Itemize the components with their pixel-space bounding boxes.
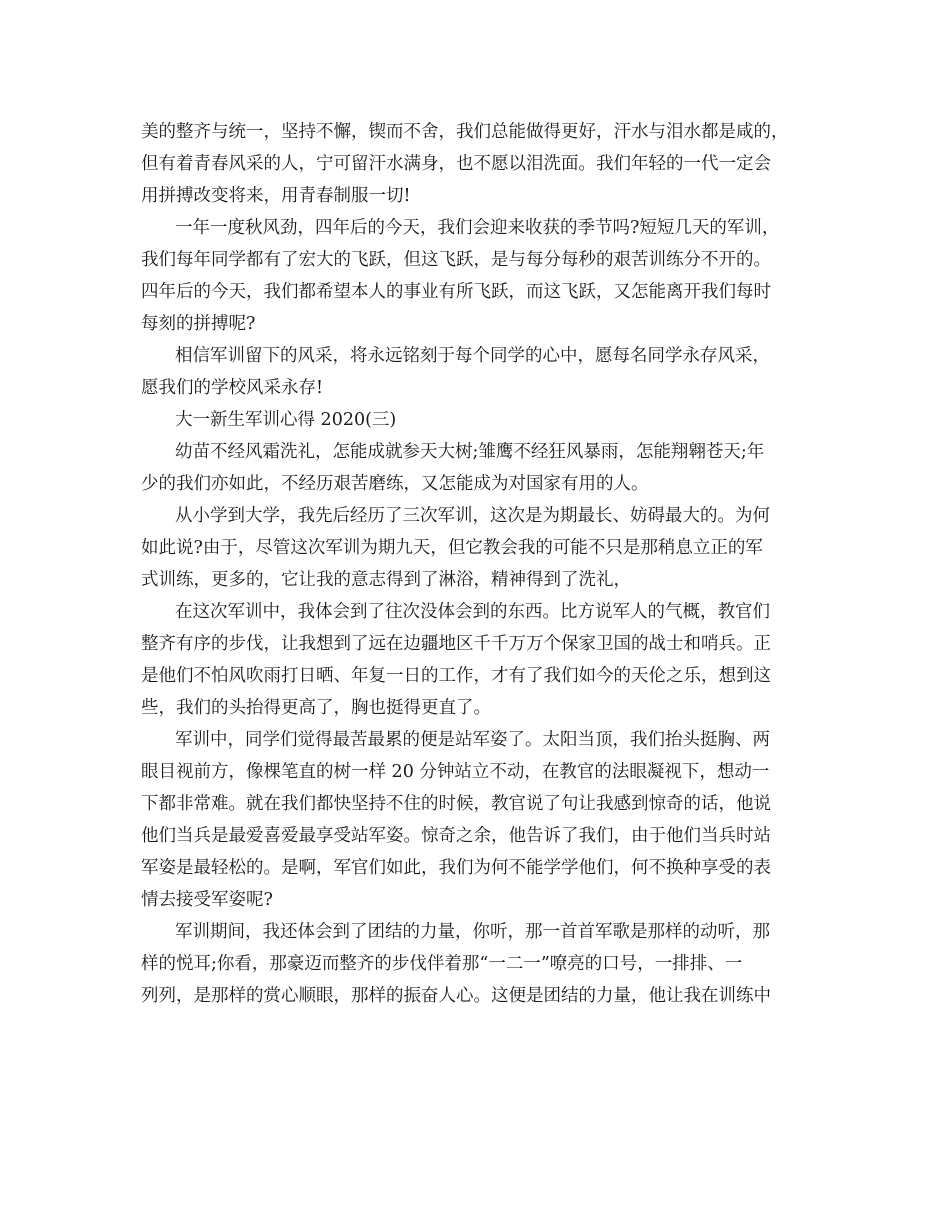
text-line: 军姿是最轻松的。是啊，军官们如此，我们为何不能学学他们，何不换种享受的表 (141, 858, 771, 878)
text-line: 在这次军训中，我体会到了往次没体会到的东西。比方说军人的气概，教官们 (175, 602, 770, 622)
document-body (141, 116, 821, 1012)
text-line: 少的我们亦如此，不经历艰苦磨练，又怎能成为对国家有用的人。 (141, 474, 649, 494)
text-line: 列列，是那样的赏心顺眼，那样的振奋人心。这便是团结的力量，他让我在训练中 (141, 986, 771, 1006)
text-line: 下都非常难。就在我们都快坚持不住的时候，教官说了句让我感到惊奇的话，他说 (141, 794, 771, 814)
text-line: 他们当兵是最爱喜爱最享受站军姿。惊奇之余，他告诉了我们，由于他们当兵时站 (141, 826, 771, 846)
text-line: 情去接受军姿呢? (141, 890, 273, 910)
text-line: 大一新生军训心得 2020(三) (175, 410, 397, 430)
text-line: 整齐有序的步伐，让我想到了远在边疆地区千千万万个保家卫国的战士和哨兵。正 (141, 634, 771, 654)
text-line: 愿我们的学校风采永存! (141, 378, 324, 398)
text-line: 但有着青春风采的人，宁可留汗水满身，也不愿以泪洗面。我们年轻的一代一定会 (141, 154, 771, 174)
text-line: 如此说?由于，尽管这次军训为期九天，但它教会我的可能不只是那稍息立正的军 (141, 538, 763, 558)
text-line: 从小学到大学，我先后经历了三次军训，这次是为期最长、妨碍最大的。为何 (175, 506, 770, 526)
text-line: 眼目视前方，像棵笔直的树一样 20 分钟站立不动，在教官的法眼凝视下，想动一 (141, 762, 770, 782)
text-line: 四年后的今天，我们都希望本人的事业有所飞跃，而这飞跃，又怎能离开我们每时 (141, 282, 771, 302)
text-line: 美的整齐与统一，坚持不懈，锲而不舍，我们总能做得更好，汗水与泪水都是咸的， (141, 122, 789, 142)
text-line: 些，我们的头抬得更高了，胸也挺得更直了。 (141, 698, 491, 718)
text-line: 幼苗不经风霜洗礼，怎能成就参天大树;雏鹰不经狂风暴雨，怎能翔翱苍天;年 (175, 442, 765, 462)
text-line: 样的悦耳;你看，那豪迈而整齐的步伐伴着那“一二一”嘹亮的口号，一排排、一 (141, 954, 743, 974)
text-line: 一年一度秋风劲，四年后的今天，我们会迎来收获的季节吗?短短几天的军训， (175, 218, 780, 238)
text-line: 军训中，同学们觉得最苦最累的便是站军姿了。太阳当顶，我们抬头挺胸、两 (175, 730, 770, 750)
text-line: 式训练，更多的，它让我的意志得到了淋浴，精神得到了洗礼， (141, 570, 631, 590)
text-line: 相信军训留下的风采，将永远铭刻于每个同学的心中，愿每名同学永存风采， (175, 346, 770, 366)
text-line: 是他们不怕风吹雨打日晒、年复一日的工作，才有了我们如今的天伦之乐，想到这 (141, 666, 771, 686)
text-line: 每刻的拼搏呢? (141, 314, 256, 334)
text-line: 用拼搏改变将来，用青春制服一切! (141, 186, 411, 206)
text-line: 军训期间，我还体会到了团结的力量，你听，那一首首军歌是那样的动听，那 (175, 922, 770, 942)
text-line: 我们每年同学都有了宏大的飞跃，但这飞跃，是与每分每秒的艰苦训练分不开的。 (141, 250, 771, 270)
